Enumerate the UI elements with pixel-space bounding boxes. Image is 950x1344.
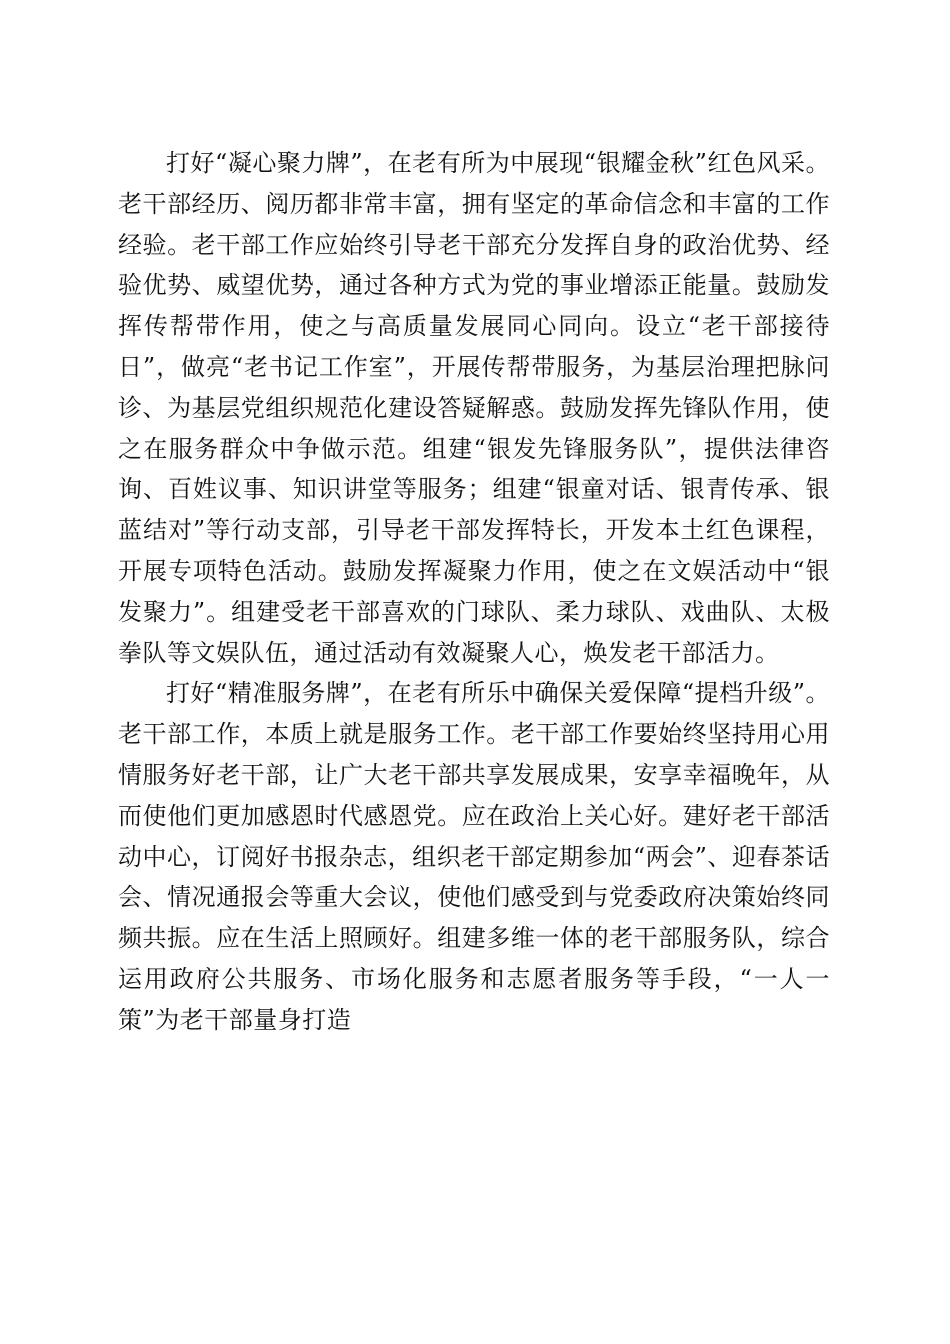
paragraph-cohesion: 打好“凝心聚力牌”，在老有所为中展现“银耀金秋”红色风采。老干部经历、阅历都非常丰富，拥有坚定的革命信念和丰富的工作经验。老干部工作应始终引导老干部充分发挥自身的政治优势、经验优势、威望优势，通过各种方式为党的事业增添正能量。鼓励发挥传帮带作用，使之与高质量发展同心同向。设立“老干部接待日”，做亮“老书记工作室”，开展传帮带服务，为基层治理把脉问诊、为基层党组织规范化建设答疑解惑。鼓励发挥先锋队作用，使之在服务群众中争做示范。组建“银发先锋服务队”，提供法律咨询、百姓议事、知识讲堂等服务；组建“银童对话、银青传承、银蓝结对”等行动支部，引导老干部发挥特长，开发本土红色课程，开展专项特色活动。鼓励发挥凝聚力作用，使之在文娱活动中“银发聚力”。组建受老干部喜欢的门球队、柔力球队、戏曲队、太极拳队等文娱队伍，通过活动有效凝聚人心，焕发老干部活力。 [118,149,830,667]
paragraph-precise-service: 打好“精准服务牌”，在老有所乐中确保关爱保障“提档升级”。老干部工作，本质上就是服务工作。老干部工作要始终坚持用心用情服务好老干部，让广大老干部共享发展成果，安享幸福晚年，从而使他们更加感恩时代感恩党。应在政治上关心好。建好老干部活动中心，订阅好书报杂志，组织老干部定期参加“两会”、迎春茶话会、情况通报会等重大会议，使他们感受到与党委政府决策始终同频共振。应在生活上照顾好。组建多维一体的老干部服务队，综合运用政府公共服务、市场化服务和志愿者服务等手段，“一人一策”为老干部量身打造 [118,679,830,1034]
document-page [118,143,830,1041]
